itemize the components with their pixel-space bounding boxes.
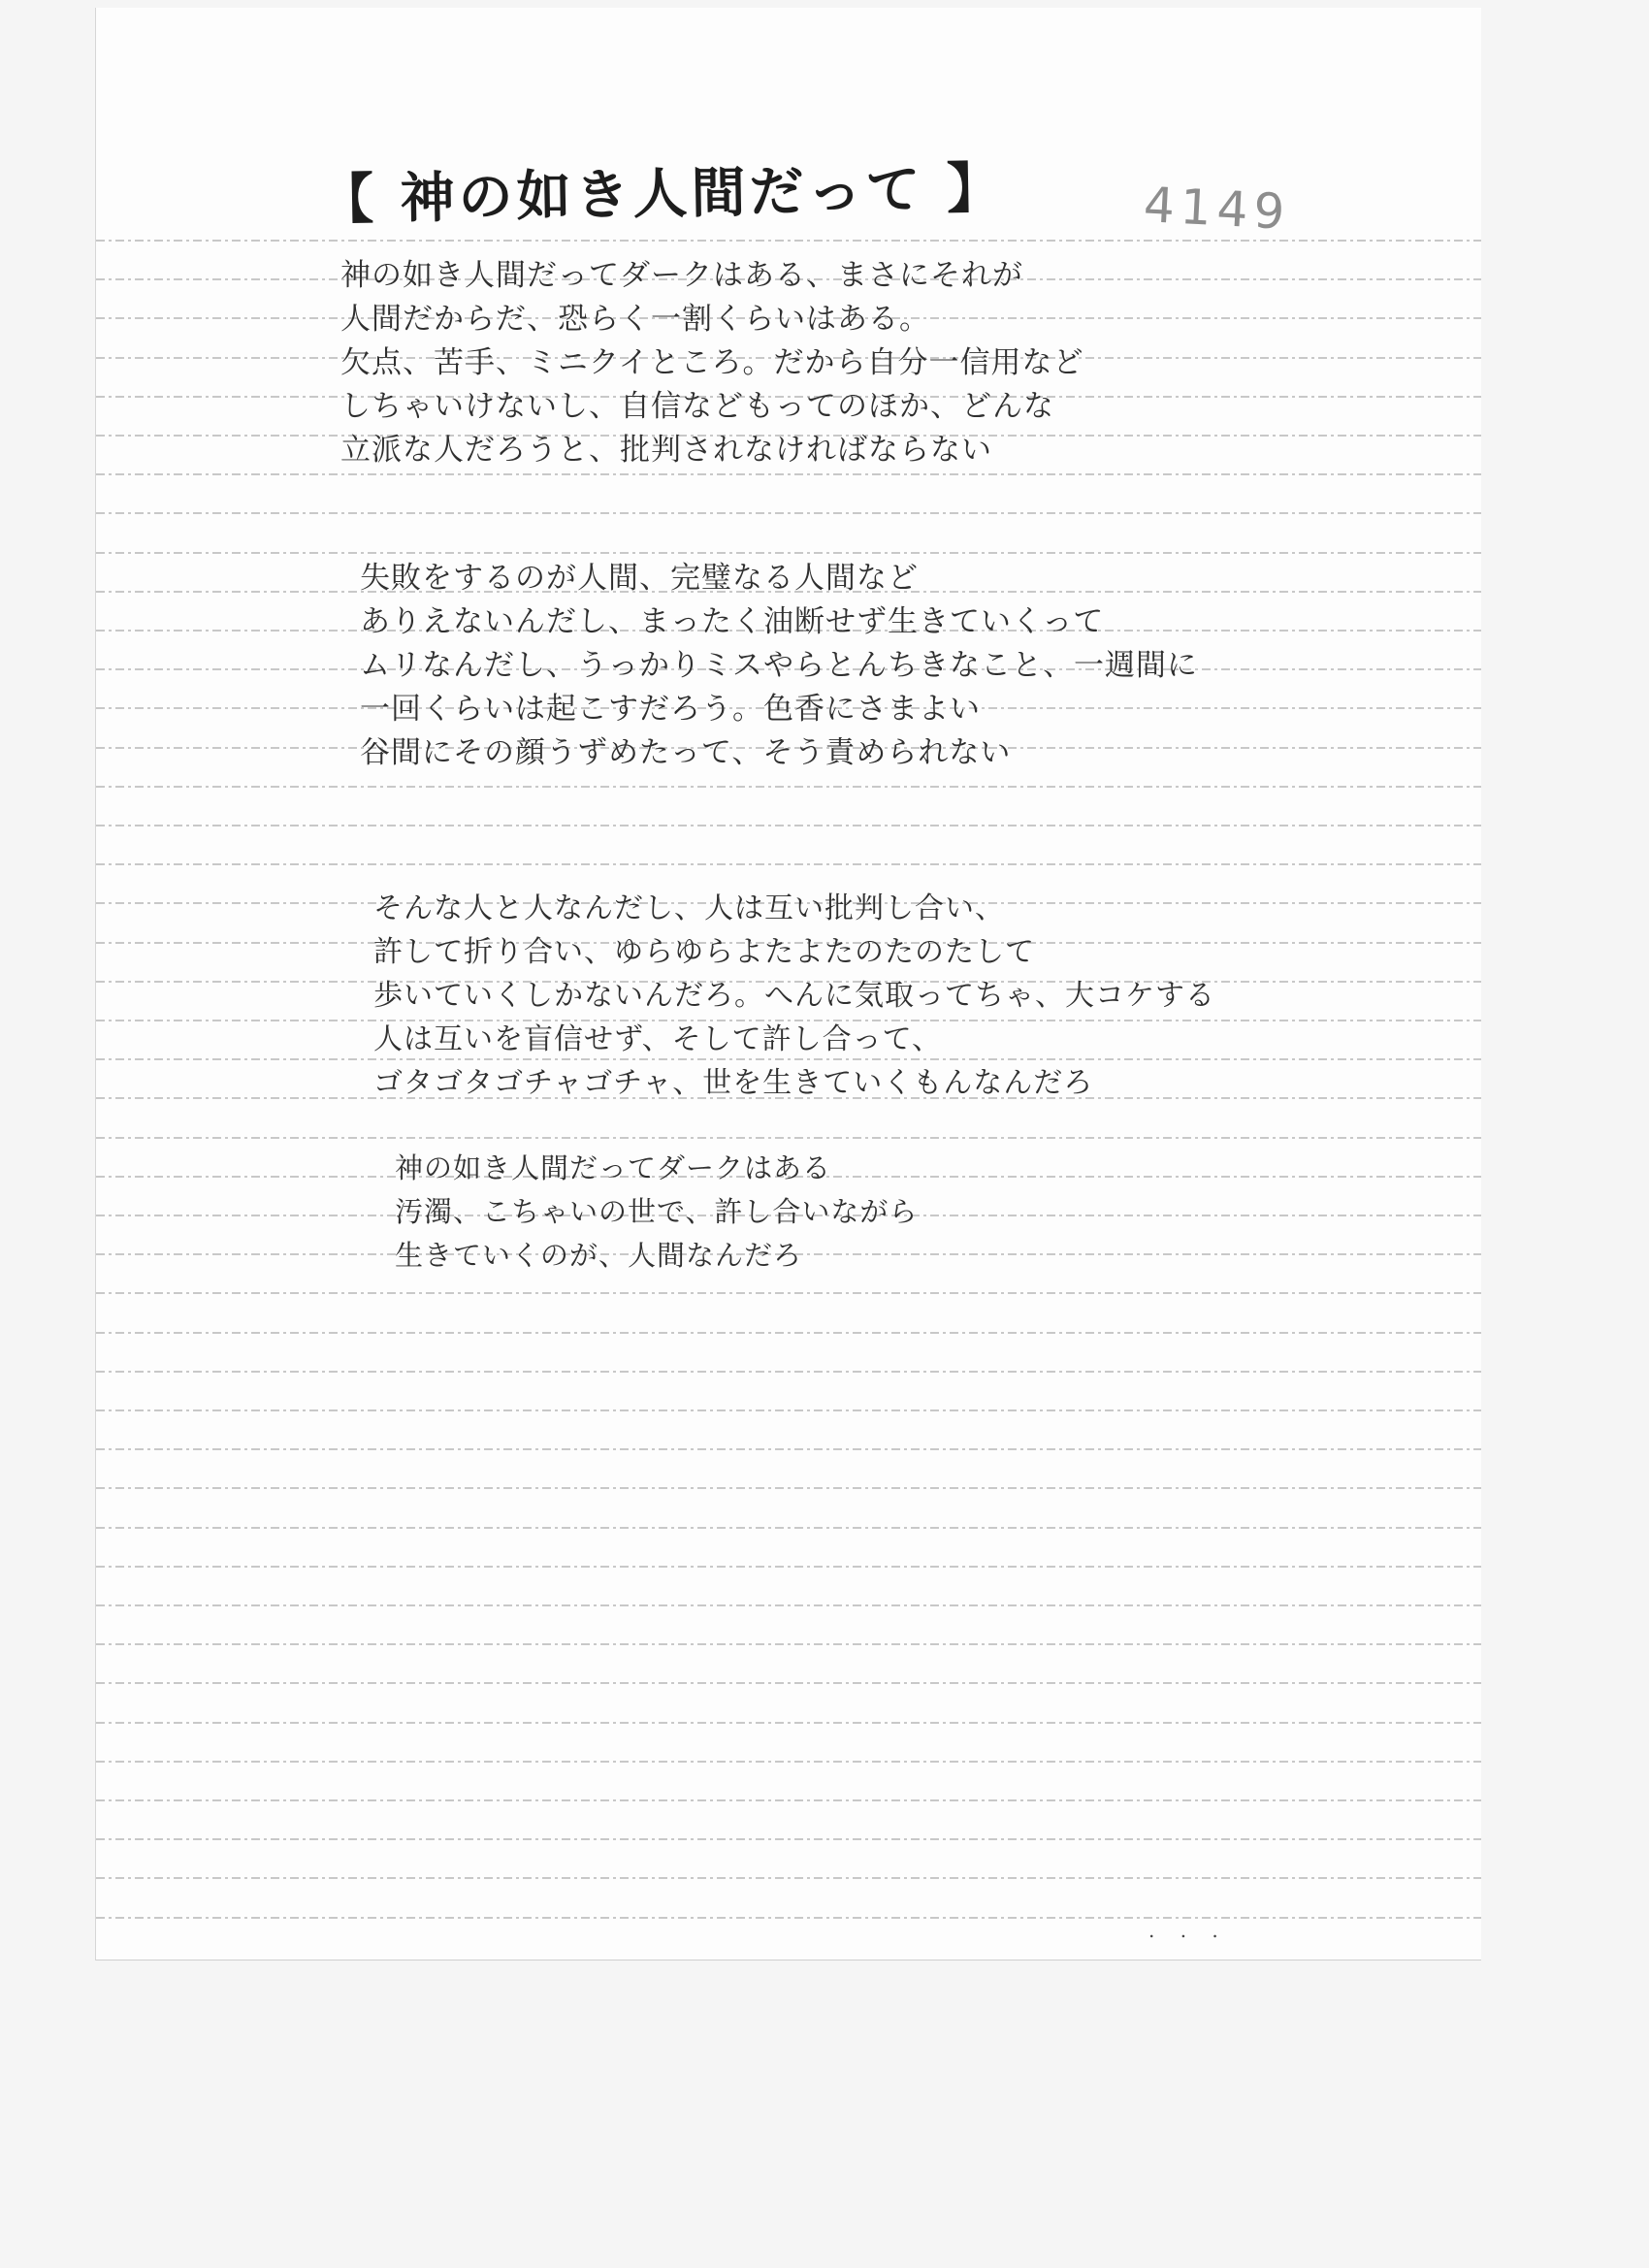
- stanza-line: 人間だからだ、恐らく一割くらいはある。: [340, 302, 930, 337]
- stanza-line: ありえないんだし、まったく油断せず生きていくって: [360, 604, 1105, 639]
- page-number: 4149: [1142, 177, 1292, 241]
- stanza-line: しちゃいけないし、自信などもってのほか、どんな: [340, 389, 1054, 424]
- stanza-line: 神の如き人間だってダークはある: [395, 1151, 832, 1184]
- stanza-3: [373, 887, 1215, 1105]
- stanza-line: 欠点、苦手、ミニクイところ。だから自分一信用など: [340, 345, 1084, 380]
- stanza-2: [360, 557, 1198, 775]
- stray-ink-dots: . . .: [1148, 1919, 1228, 1942]
- stanza-line: ゴタゴタゴチャゴチャ、世を生きていくもんなんだろ: [373, 1066, 1094, 1100]
- stanza-4: [395, 1147, 918, 1278]
- stanza-1: [340, 254, 1083, 472]
- stanza-line: 立派な人だろうと、批判されなければならない: [340, 433, 992, 468]
- stanza-line: 失敗をするのが人間、完璧なる人間など: [360, 561, 919, 596]
- stanza-line: 一回くらいは起こすだろう。色香にさまよい: [360, 692, 981, 727]
- stanza-line: 生きていくのが、人間なんだろ: [395, 1239, 803, 1272]
- page-title: 【 神の如き人間だって 】: [318, 155, 1006, 233]
- stanza-line: 歩いていくしかないんだろ。へんに気取ってちゃ、大コケする: [373, 979, 1215, 1013]
- stanza-line: 神の如き人間だってダークはある、まさにそれが: [340, 258, 1023, 293]
- stanza-line: 許して折り合い、ゆらゆらよたよたのたのたして: [373, 935, 1035, 969]
- stanza-line: 谷間にその顔うずめたって、そう責められない: [360, 735, 1012, 770]
- stanza-line: 人は互いを盲信せず、そして許し合って、: [373, 1022, 942, 1056]
- stanza-line: そんな人と人なんだし、人は互い批判し合い、: [373, 891, 1005, 925]
- stanza-line: ムリなんだし、うっかりミスやらとんちきなこと、一週間に: [360, 648, 1198, 683]
- lined-paper-sheet: [95, 8, 1481, 1960]
- stanza-line: 汚濁、こちゃいの世で、許し合いながら: [395, 1195, 919, 1228]
